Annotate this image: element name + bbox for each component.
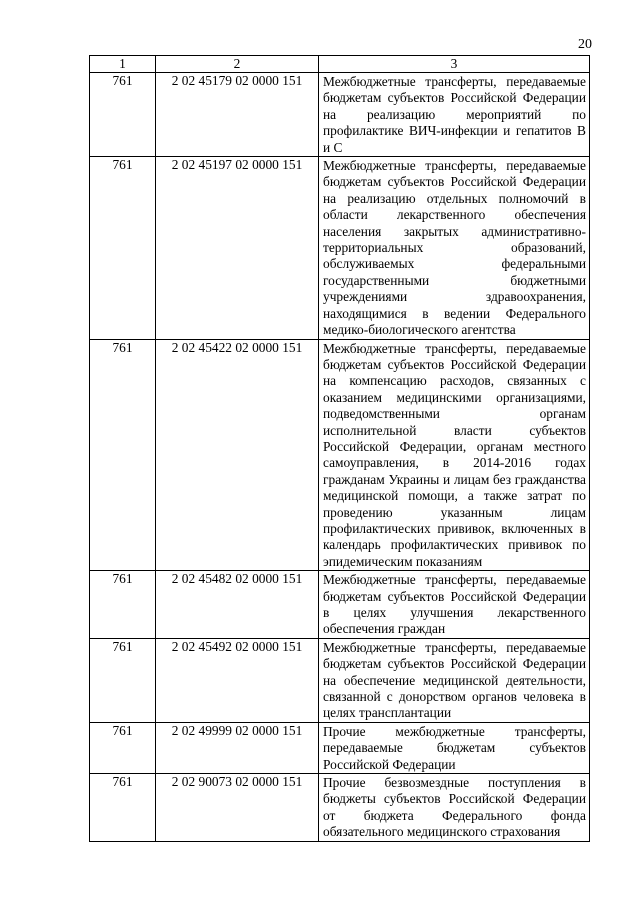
admin-code-cell: 761 [90,339,156,571]
income-code-cell: 2 02 45492 02 0000 151 [156,638,319,722]
table-header-row [90,56,590,73]
table-row [90,571,590,639]
description-cell: Межбюджетные трансферты, передаваемые бюджетам субъектов Российской Федерации на компенсацию расходов, связанных с оказанием медицинскими организациями, подведомственными органам исполнительной власти субъектов Российской Федерации, органам местного самоуправления, в 2014-2016 годах гражданам Украины и лицам без гражданства медицинской помощи, а также затрат по проведению указанным лицам профилактических прививок, включенных в календарь профилактических прививок по эпидемическим показаниям [319,339,590,571]
admin-code-cell: 761 [90,157,156,339]
description-cell: Межбюджетные трансферты, передаваемые бюджетам субъектов Российской Федерации на реализацию мероприятий по профилактике ВИЧ-инфекции и гепатитов В и С [319,73,590,157]
description-cell: Прочие безвозмездные поступления в бюджеты субъектов Российской Федерации от бюджета Федерального фонда обязательного медицинского страхования [319,774,590,842]
column-header-1: 1 [90,56,156,73]
income-code-cell: 2 02 90073 02 0000 151 [156,774,319,842]
income-code-cell: 2 02 45179 02 0000 151 [156,73,319,157]
admin-code-cell: 761 [90,73,156,157]
table-row [90,638,590,722]
admin-code-cell: 761 [90,638,156,722]
table-row [90,774,590,842]
admin-code-cell: 761 [90,571,156,639]
admin-code-cell: 761 [90,722,156,773]
page-number: 20 [578,37,592,52]
description-cell: Межбюджетные трансферты, передаваемые бюджетам субъектов Российской Федерации на реализацию отдельных полномочий в области лекарственного обеспечения населения закрытых административно-территориальных образований, обслуживаемых федеральными государственными бюджетными учреждениями здравоохранения, находящимися в ведении Федерального медико-биологического агентства [319,157,590,339]
table-row [90,157,590,339]
budget-codes-table [89,55,590,842]
table-row [90,339,590,571]
income-code-cell: 2 02 45197 02 0000 151 [156,157,319,339]
income-code-cell: 2 02 45482 02 0000 151 [156,571,319,639]
column-header-2: 2 [156,56,319,73]
description-cell: Межбюджетные трансферты, передаваемые бюджетам субъектов Российской Федерации на обеспечение медицинской деятельности, связанной с донорством органов человека в целях трансплантации [319,638,590,722]
column-header-3: 3 [319,56,590,73]
description-cell: Прочие межбюджетные трансферты, передаваемые бюджетам субъектов Российской Федерации [319,722,590,773]
table-row [90,722,590,773]
description-cell: Межбюджетные трансферты, передаваемые бюджетам субъектов Российской Федерации в целях улучшения лекарственного обеспечения граждан [319,571,590,639]
income-code-cell: 2 02 49999 02 0000 151 [156,722,319,773]
admin-code-cell: 761 [90,774,156,842]
table-row [90,73,590,157]
income-code-cell: 2 02 45422 02 0000 151 [156,339,319,571]
